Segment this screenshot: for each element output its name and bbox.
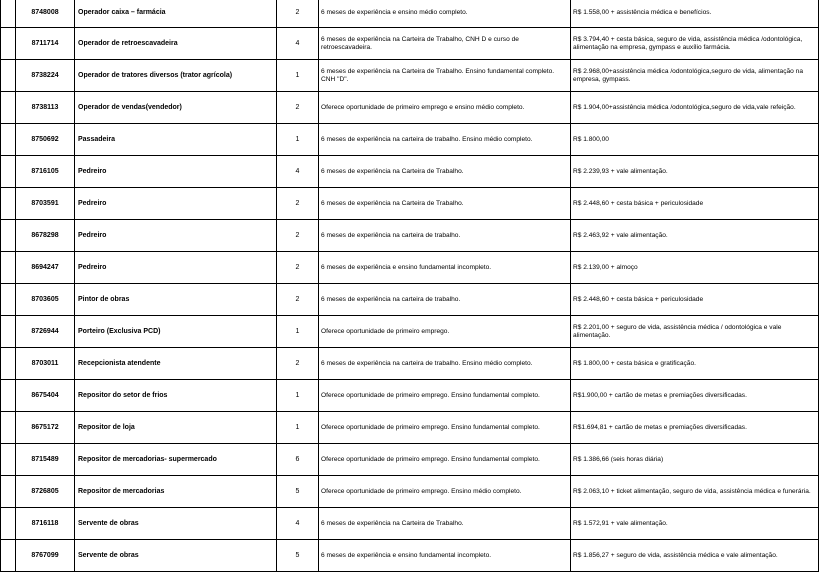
job-title-cell: Repositor de mercadorias [75,476,277,508]
row-margin-cell [1,220,16,252]
table-row [1,476,819,508]
salary-benefits-cell: R$ 2.239,93 + vale alimentação. [571,156,819,188]
job-code-cell: 8703011 [16,348,75,380]
table-row [1,156,819,188]
table-row [1,60,819,92]
table-row [1,124,819,156]
requirements-cell: Oferece oportunidade de primeiro emprego. [319,316,571,348]
job-title-cell: Pedreiro [75,252,277,284]
row-margin-cell [1,124,16,156]
table-row [1,220,819,252]
table-row [1,28,819,60]
job-title-cell: Operador caixa – farmácia [75,0,277,28]
row-margin-cell [1,284,16,316]
vacancies-cell: 1 [277,60,319,92]
salary-benefits-cell: R$ 1.558,00 + assistência médica e benefícios. [571,0,819,28]
salary-benefits-cell: R$ 2.463,92 + vale alimentação. [571,220,819,252]
salary-benefits-cell: R$ 1.800,00 [571,124,819,156]
requirements-cell: 6 meses de experiência na carteira de trabalho. [319,284,571,316]
job-code-cell: 8748008 [16,0,75,28]
vacancies-cell: 4 [277,508,319,540]
vacancies-cell: 4 [277,156,319,188]
requirements-cell: 6 meses de experiência e ensino fundamental incompleto. [319,252,571,284]
table-row [1,284,819,316]
table-row [1,380,819,412]
row-margin-cell [1,412,16,444]
row-margin-cell [1,156,16,188]
table-row [1,444,819,476]
salary-benefits-cell: R$ 2.063,10 + ticket alimentação, seguro de vida, assistência médica e funerária. [571,476,819,508]
salary-benefits-cell: R$ 1.904,00+assistência médica /odontológica,seguro de vida,vale refeição. [571,92,819,124]
job-title-cell: Servente de obras [75,540,277,572]
job-code-cell: 8715489 [16,444,75,476]
row-margin-cell [1,252,16,284]
job-code-cell: 8738113 [16,92,75,124]
job-title-cell: Operador de tratores diversos (trator agrícola) [75,60,277,92]
salary-benefits-cell: R$ 1.572,91 + vale alimentação. [571,508,819,540]
vacancies-cell: 2 [277,252,319,284]
salary-benefits-cell: R$ 1.800,00 + cesta básica e gratificação. [571,348,819,380]
job-code-cell: 8703605 [16,284,75,316]
salary-benefits-cell: R$1.694,81 + cartão de metas e premiações diversificadas. [571,412,819,444]
row-margin-cell [1,28,16,60]
salary-benefits-cell: R$ 2.968,00+assistência médica /odontológica,seguro de vida, alimentação na empresa, gympass. [571,60,819,92]
requirements-cell: 6 meses de experiência na carteira de trabalho. Ensino médio completo. [319,348,571,380]
job-title-cell: Pedreiro [75,188,277,220]
salary-benefits-cell: R$ 2.448,60 + cesta básica + periculosidade [571,284,819,316]
vacancies-cell: 1 [277,380,319,412]
job-code-cell: 8716105 [16,156,75,188]
job-code-cell: 8726944 [16,316,75,348]
table-row [1,252,819,284]
row-margin-cell [1,508,16,540]
job-title-cell: Repositor de loja [75,412,277,444]
job-title-cell: Servente de obras [75,508,277,540]
requirements-cell: 6 meses de experiência na carteira de trabalho. Ensino médio completo. [319,124,571,156]
vacancies-cell: 2 [277,348,319,380]
vacancies-cell: 2 [277,0,319,28]
salary-benefits-cell: R$1.900,00 + cartão de metas e premiações diversificadas. [571,380,819,412]
vacancies-cell: 1 [277,412,319,444]
requirements-cell: 6 meses de experiência na Carteira de Trabalho. [319,188,571,220]
job-code-cell: 8711714 [16,28,75,60]
table-row [1,92,819,124]
requirements-cell: 6 meses de experiência e ensino fundamental incompleto. [319,540,571,572]
requirements-cell: 6 meses de experiência na Carteira de Trabalho. Ensino fundamental completo. CNH "D". [319,60,571,92]
row-margin-cell [1,92,16,124]
requirements-cell: 6 meses de experiência e ensino médio completo. [319,0,571,28]
job-title-cell: Pedreiro [75,220,277,252]
job-code-cell: 8767099 [16,540,75,572]
row-margin-cell [1,0,16,28]
job-code-cell: 8703591 [16,188,75,220]
vacancies-cell: 5 [277,476,319,508]
vacancies-cell: 6 [277,444,319,476]
salary-benefits-cell: R$ 1.386,66 (seis horas diária) [571,444,819,476]
job-title-cell: Porteiro (Exclusiva PCD) [75,316,277,348]
requirements-cell: Oferece oportunidade de primeiro emprego. Ensino fundamental completo. [319,412,571,444]
salary-benefits-cell: R$ 2.201,00 + seguro de vida, assistência médica / odontológica e vale alimentação. [571,316,819,348]
job-code-cell: 8675172 [16,412,75,444]
vacancies-cell: 2 [277,188,319,220]
vacancies-cell: 2 [277,220,319,252]
row-margin-cell [1,476,16,508]
row-margin-cell [1,540,16,572]
table-row [1,508,819,540]
job-title-cell: Operador de vendas(vendedor) [75,92,277,124]
table-row [1,540,819,572]
job-title-cell: Pedreiro [75,156,277,188]
table-row [1,0,819,28]
row-margin-cell [1,348,16,380]
requirements-cell: Oferece oportunidade de primeiro emprego. Ensino fundamental completo. [319,380,571,412]
job-code-cell: 8726805 [16,476,75,508]
requirements-cell: Oferece oportunidade de primeiro emprego e ensino médio completo. [319,92,571,124]
job-openings-body [1,0,819,572]
row-margin-cell [1,380,16,412]
vacancies-cell: 2 [277,92,319,124]
job-code-cell: 8750692 [16,124,75,156]
table-row [1,348,819,380]
vacancies-cell: 2 [277,284,319,316]
table-row [1,412,819,444]
job-code-cell: 8678298 [16,220,75,252]
vacancies-cell: 5 [277,540,319,572]
requirements-cell: 6 meses de experiência na Carteira de Trabalho. [319,508,571,540]
row-margin-cell [1,316,16,348]
requirements-cell: Oferece oportunidade de primeiro emprego. Ensino fundamental completo. [319,444,571,476]
salary-benefits-cell: R$ 3.794,40 + cesta básica, seguro de vida, assistência médica /odontológica, alimentação na empresa, gympass e auxílio farmácia. [571,28,819,60]
job-title-cell: Recepcionista atendente [75,348,277,380]
salary-benefits-cell: R$ 1.856,27 + seguro de vida, assistência médica e vale alimentação. [571,540,819,572]
vacancies-cell: 1 [277,316,319,348]
job-title-cell: Operador de retroescavadeira [75,28,277,60]
requirements-cell: 6 meses de experiência na Carteira de Trabalho. [319,156,571,188]
job-code-cell: 8738224 [16,60,75,92]
job-title-cell: Repositor de mercadorias- supermercado [75,444,277,476]
job-title-cell: Repositor do setor de frios [75,380,277,412]
job-code-cell: 8675404 [16,380,75,412]
requirements-cell: Oferece oportunidade de primeiro emprego. Ensino médio completo. [319,476,571,508]
row-margin-cell [1,444,16,476]
salary-benefits-cell: R$ 2.139,00 + almoço [571,252,819,284]
vacancies-cell: 4 [277,28,319,60]
job-code-cell: 8716118 [16,508,75,540]
job-title-cell: Passadeira [75,124,277,156]
row-margin-cell [1,188,16,220]
table-row [1,316,819,348]
salary-benefits-cell: R$ 2.448,60 + cesta básica + periculosidade [571,188,819,220]
vacancies-cell: 1 [277,124,319,156]
requirements-cell: 6 meses de experiência na carteira de trabalho. [319,220,571,252]
table-row [1,188,819,220]
job-code-cell: 8694247 [16,252,75,284]
row-margin-cell [1,60,16,92]
job-title-cell: Pintor de obras [75,284,277,316]
requirements-cell: 6 meses de experiência na Carteira de Trabalho, CNH D e curso de retroescavadeira. [319,28,571,60]
